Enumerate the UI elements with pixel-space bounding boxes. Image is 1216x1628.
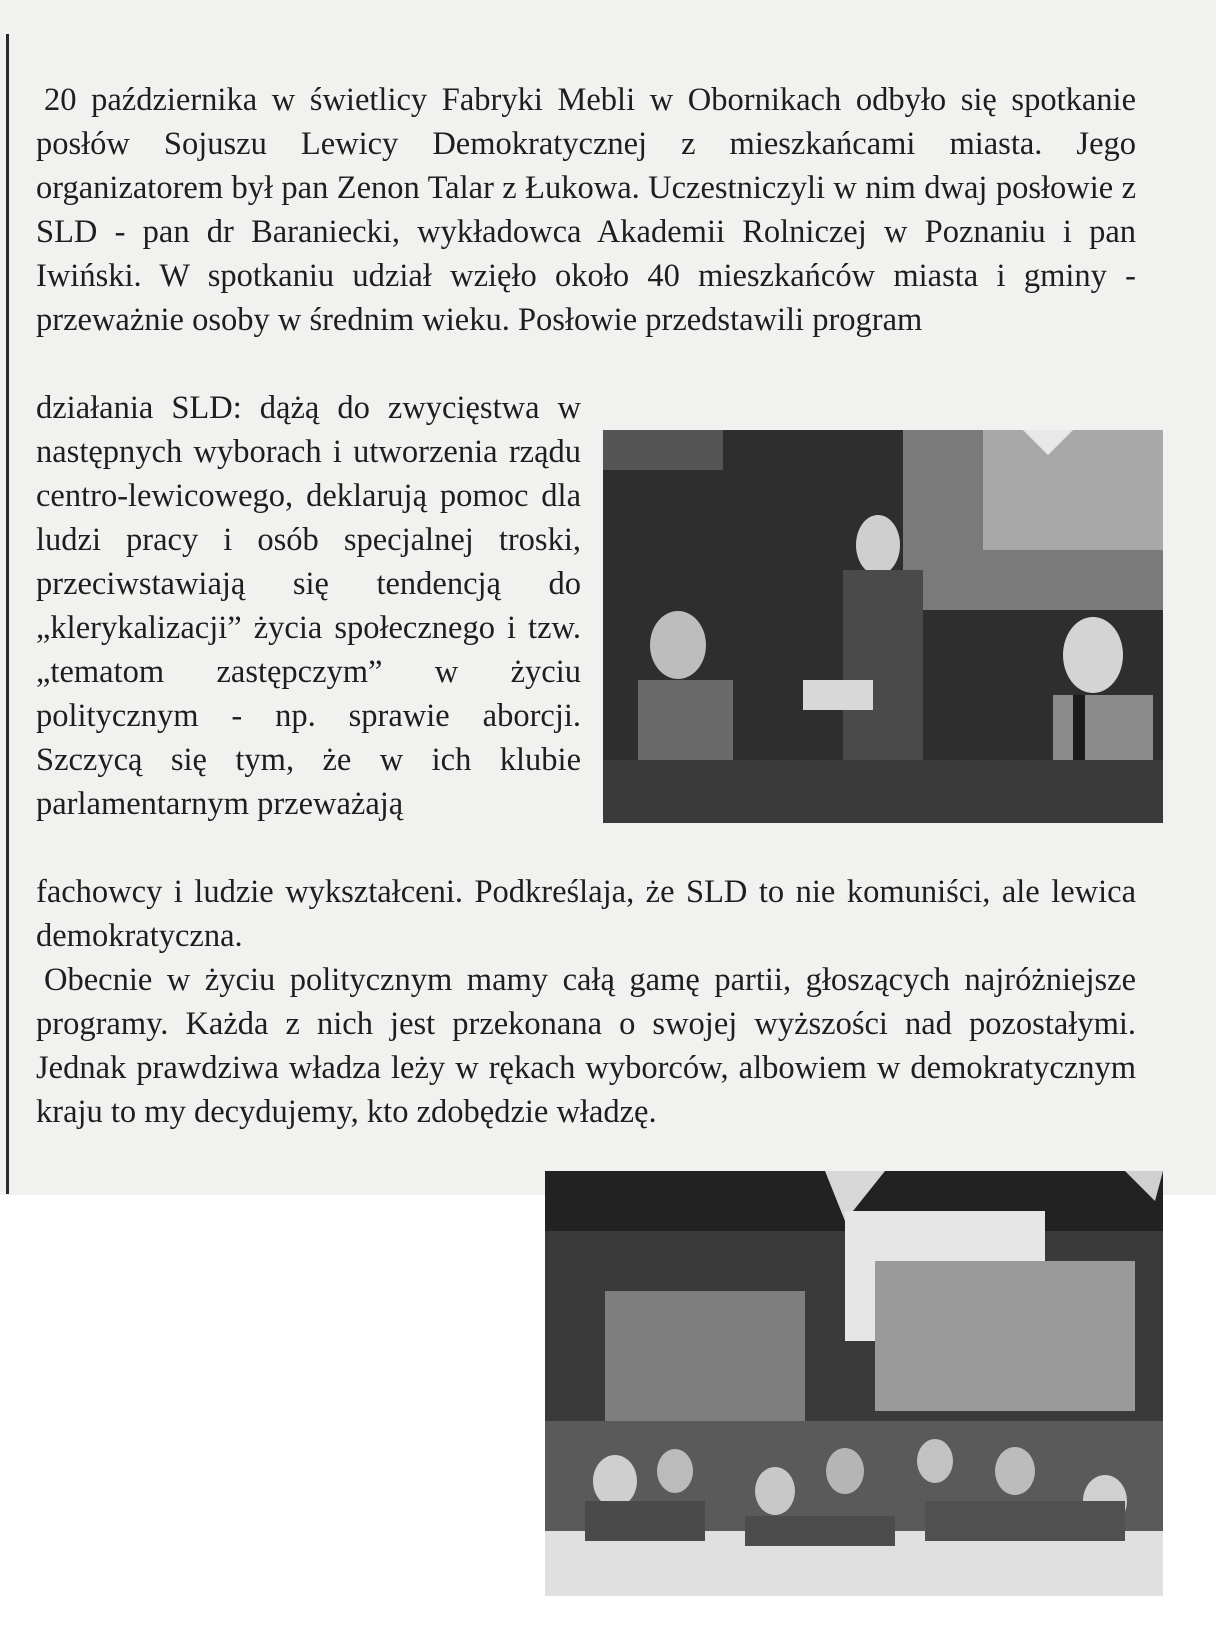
article-paragraph-1-wrap: działania SLD: dążą do zwycięstwa w następnych wyborach i utworzenia rządu centro-lewicowego, deklarują pomoc dla ludzi pracy i osób specjalnej troski, przeciwstawiają się tendencją do „klerykalizacji” życia społecznego i tzw. „tematom zastępczym” w życiu politycznym - np. sprawie aborcji. Szczycą się tym, że w ich klubie parlamentarnym przeważają (36, 390, 581, 822)
column-rule (6, 34, 9, 1194)
photo-speakers-icon (603, 430, 1163, 823)
article-paragraph-2: Obecnie w życiu politycznym mamy całą gamę partii, głoszących najróżniejsze programy. Każda z nich jest przekonana o swojej wyższości nad pozostałymi. Jednak prawdziwa władza leży w rękach wyborców, albowiem w demokratycznym kraju to my decydujemy, kto zdobędzie władzę. (36, 962, 1136, 1130)
photo-audience-icon (545, 1171, 1163, 1596)
article-paragraph-1-end: fachowcy i ludzie wykształceni. Podkreślaja, że SLD to nie komuniści, ale lewica demokratyczna. (36, 874, 1136, 954)
article-paragraph-1: 20 października w świetlicy Fabryki Mebli w Obornikach odbyło się spotkanie posłów Sojuszu Lewicy Demokratycznej z mieszkańcami miasta. Jego organizatorem był pan Zenon Talar z Łukowa. Uczestniczyli w nim dwaj posłowie z SLD - pan dr Baraniecki, wykładowca Akademii Rolniczej w Poznaniu i pan Iwiński. W spotkaniu udział wzięło około 40 mieszkańców miasta i gminy - przeważnie osoby w średnim wieku. Posłowie przedstawili program (36, 82, 1136, 338)
